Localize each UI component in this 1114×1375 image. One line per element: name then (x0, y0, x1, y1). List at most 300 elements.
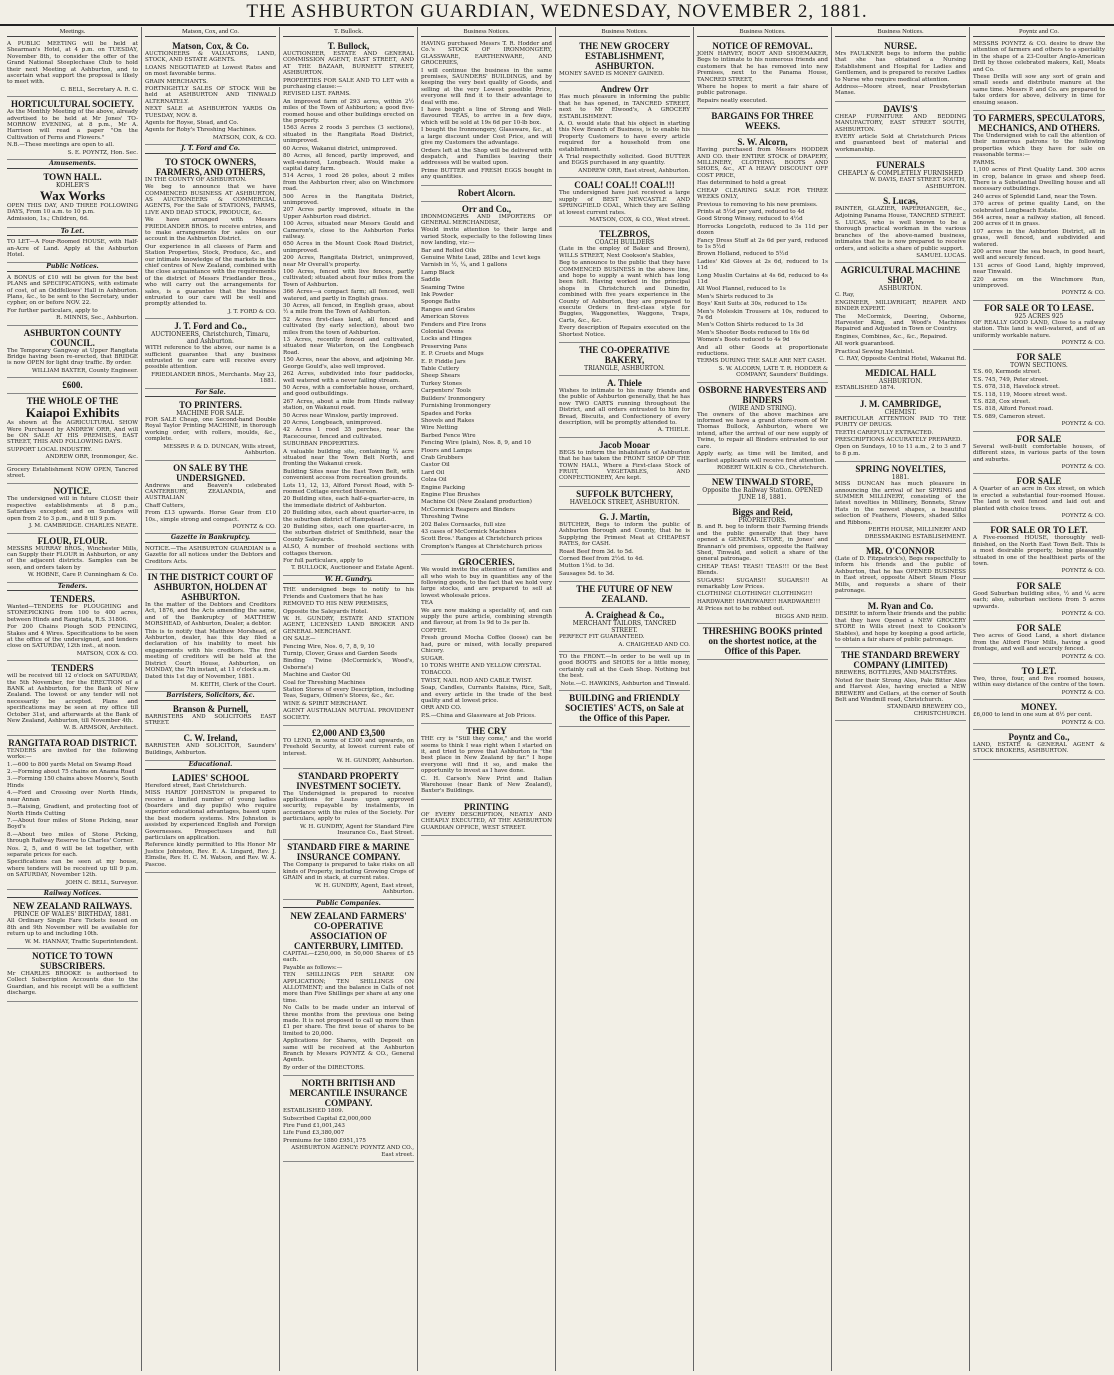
ad-paragraph: Apply early, as time will be limited, and earliest applicants will receive first attention. (697, 451, 828, 464)
ad-body (7, 348, 138, 367)
advertisement (973, 700, 1105, 730)
ad-paragraph: Preserving Pans (421, 343, 467, 350)
ad-paragraph: Locks and Hinges (421, 336, 472, 343)
ad-paragraph: Horrocks Longcloth, reduced to 3s 11d per dozen (697, 223, 828, 237)
ad-paragraph: Grocery Establishment NOW OPEN, Tancred street. (7, 466, 138, 480)
ad-paragraph: CHEAP TEAS! TEAS!! TEAS!!! Of the Best Blends. (697, 563, 828, 577)
ad-paragraph: The Undersigned wish to call the attention of their numerous patrons to the following properties which they have for sale on reasonable terms:— (973, 133, 1105, 159)
ad-body (835, 481, 966, 526)
ad-body (7, 918, 138, 937)
ad-title: A. Thiele (607, 378, 642, 388)
ad-paragraph: Machine Oil (New Zealand production) (421, 499, 532, 506)
ad-body (559, 94, 690, 166)
column (280, 27, 418, 1371)
advertisement (145, 39, 276, 145)
ad-paragraph: Soap, Candles, Currants Raisins, Rice, Salt, and every article in the trade of the best quality and at lowest price. (421, 685, 552, 704)
advertisement (973, 664, 1105, 700)
ad-signature: A. CRAIGHEAD AND CO. (618, 641, 690, 648)
ad-display-name: Wax Works (39, 187, 106, 203)
ad-signature: ASHBURTON AGENCY: POYNTZ AND CO., East street. (291, 1145, 414, 1158)
advertisement (283, 726, 414, 769)
ad-signature: POYNTZ & CO. (1061, 689, 1105, 696)
ad-title: FOR SALE OR TO LET. (990, 525, 1088, 536)
ad-title: NURSE. (884, 41, 917, 51)
ad-paragraph: BREWERS, BOTTLERS, AND MALTSTERS. (835, 670, 958, 677)
ad-paragraph: 43 cases of McCormick Machines (421, 529, 517, 535)
advertisement (697, 475, 828, 505)
ad-title: Robert Alcorn. (457, 187, 516, 198)
ad-paragraph: BARRISTER AND SOLICITOR, Saunders' Buildings, Ashburton. (145, 743, 276, 756)
section-heading: Educational. (145, 762, 276, 769)
ad-body (7, 546, 138, 572)
ad-paragraph: Mr CHARLES BROOKE is authorised to Collect Subscription Accounts due to the Guardian, and his receipt will be a sufficient discharge. (7, 971, 138, 997)
ad-paragraph: All Wool Flannel, reduced to 1s (697, 286, 786, 293)
advertisement (7, 39, 138, 97)
ad-paragraph: Carpenters' Tools (421, 388, 471, 395)
ad-title: NEW ZEALAND FARMERS' CO-OPERATIVE ASSOCIATION OF CANTERBURY, LIMITED. (290, 910, 407, 951)
ad-body (283, 1108, 414, 1144)
ad-body (835, 670, 966, 703)
ad-paragraph: CHEAP CLEARING SALE FOR THREE WEEKS ONLY, (697, 187, 828, 201)
ad-signature: POYNTZ & CO. (232, 523, 276, 530)
ad-paragraph: Payable as follows:— (283, 964, 343, 971)
advertisement (7, 661, 138, 736)
ad-body (7, 467, 138, 480)
advertisement (283, 840, 414, 899)
ad-paragraph: HARDWARE! HARDWARE!! HARDWARE!!! (697, 598, 821, 605)
ad-paragraph: 131 acres of Good Land, highly improved, near Tinwald. (973, 262, 1105, 276)
ad-title: FOR SALE (1016, 433, 1062, 444)
ad-signature: W. H. GUNDRY, Agent for Standard Fire Insurance Co., East Street. (300, 823, 414, 837)
ad-body (973, 676, 1105, 689)
ad-paragraph: IN THE COUNTY OF ASHBURTON. (145, 176, 247, 183)
ad-paragraph: Lots 11, 12, 13, Alford Forest Road, with 5-roomed Cottage erected thereon. (283, 482, 414, 495)
ad-paragraph: For further particulars, apply to (7, 307, 98, 314)
ad-signature: ANDREW ORR, East street, Ashburton. (578, 167, 690, 174)
ad-paragraph: Men's Shirts reduced to 3s (697, 293, 774, 300)
advertisement (973, 579, 1105, 622)
ad-paragraph: Applications for Shares, with Deposit on same will be received at the Ashburton Branch by Messrs POYNTZ & CO., General Agents. (283, 1038, 414, 1064)
ad-title: Poyntz and Co., (1008, 732, 1070, 743)
ad-title: THE WHOLE OF THE (26, 396, 119, 407)
advertisement (283, 769, 414, 841)
ad-paragraph: Wanted—TENDERS for PLOUGHING and STONEPICKING from 100 to 400 acres, between Hinds and Rangitata, R.S. 31806. (7, 603, 138, 623)
advertisement (559, 691, 690, 727)
ad-body (7, 239, 138, 258)
ad-paragraph: Every description of Repairs executed on the Shortest Notice. (559, 325, 690, 338)
ad-paragraph: Floors and Lamps (421, 447, 472, 454)
advertisement (145, 155, 276, 320)
ad-signature: W. B. ARMSON, Architect. (63, 725, 138, 732)
column (142, 27, 280, 1371)
ad-title: NOTICE. (53, 486, 92, 497)
ad-title: ON SALE BY THE UNDERSIGNED. (173, 462, 248, 483)
ad-signature: A. THIELE. (657, 427, 690, 434)
ad-paragraph: This is to notify that Matthew Morshead, of Ashburton, dealer, has this day filed a declaration of his inability to meet his engagements with his creditors. The first meeting of creditors will be held at the District Court House, Ashburton, on MONDAY, the 7th instant, at 11 o'clock a.m. (145, 628, 276, 674)
ad-title: FOR SALE (1016, 476, 1062, 487)
section-heading: J. T. Ford and Co. (145, 146, 276, 153)
ad-body (559, 246, 690, 338)
advertisement (559, 487, 690, 510)
section-heading: W. H. Gundry. (283, 577, 414, 584)
advertisement (421, 724, 552, 800)
ad-subtitle: MERCHANT TAILORS, TANCRED STREET. (572, 620, 677, 635)
advertisement (697, 135, 828, 382)
ad-title: STANDARD FIRE & MARINE INSURANCE COMPANY. (287, 842, 410, 863)
ad-body (145, 345, 276, 371)
advertisement (559, 510, 690, 582)
ad-body (559, 654, 690, 680)
ad-paragraph: P.S.—China and Glassware at Job Prices. (421, 712, 536, 719)
ad-title: TENDERS. (50, 593, 95, 604)
ad-paragraph: All work guaranteed. (835, 341, 895, 348)
ad-paragraph: Fenders and Fire Irons (421, 321, 487, 328)
ad-paragraph: Premiums for 1880 £951,175 (283, 1137, 366, 1144)
ad-paragraph: Saddle (421, 277, 441, 284)
advertisement (7, 326, 138, 379)
ad-title: FUNERALS (876, 160, 925, 171)
advertisement (697, 505, 828, 624)
ad-body (7, 275, 138, 314)
ad-subtitle: Opposite the Railway Station. OPENED JUNE 18, 1881. (702, 487, 823, 502)
ad-paragraph: £6,000 to lend in one sum at 6½ per cent. (973, 712, 1093, 719)
ad-paragraph: CHEAP FURNITURE AND BEDDING MANUFACTORY, EAST STREET SOUTH, ASHBURTON. (835, 113, 966, 133)
ad-paragraph: 20 Building sites, each about quarter-acre, in the suburban district of Hampstead. (283, 510, 414, 523)
ad-title: HORTICULTURAL SOCIETY. (10, 99, 135, 110)
ad-paragraph: American Stoves (421, 314, 469, 321)
ad-body (835, 556, 966, 594)
ad-subtitle: ASHBURTON. (878, 378, 923, 386)
ad-body (973, 742, 1105, 755)
ad-body (421, 567, 552, 719)
ad-paragraph: Coal for Threshing Machines (283, 679, 366, 686)
ad-paragraph: Agents for Royse, Stead, and Co. (145, 120, 239, 127)
ad-subtitle: (WIRE AND STRING). (728, 404, 797, 412)
ad-paragraph: 4.—Ford and Crossing over North Hinds, near Annan (7, 790, 138, 803)
advertisement (283, 909, 414, 1076)
ad-signature: ROBERT WILKIN & CO., Christchurch. (717, 464, 828, 471)
ad-paragraph: The Temporary Gangway at Upper Rangitata Bridge having been re-erected, that BRIDGE is now OPEN for light dray traffic. By order. (7, 347, 138, 367)
ad-title: J. T. Ford and Co., (174, 321, 247, 332)
column-heading: Business Notices. (835, 27, 966, 37)
ad-paragraph: Two acres of Good Land, a short distance from the Alford Flour Mills, having a good frontage, and well and securely fenced. (973, 633, 1105, 653)
ad-paragraph: Barbed Fence Wire (421, 432, 476, 439)
ad-paragraph: C. Ray, (835, 292, 855, 299)
column (832, 27, 970, 1371)
ad-signature: POYNTZ & CO. (1061, 512, 1105, 519)
ad-title: ASHBURTON COUNTY COUNCIL. (23, 327, 122, 348)
ad-paragraph: 514 Acres, 1 rood 26 poles, about 2 miles from the Ashburton river, also on Winchmore road. (283, 173, 414, 193)
ad-paragraph: Fencing Wire, Nos. 6, 7, 8, 9, 10 (283, 643, 375, 650)
ad-paragraph: 60 Acres, Wakanui district, unimproved. (283, 145, 398, 152)
ad-signature: POYNTZ & CO. (1061, 421, 1105, 428)
ad-paragraph: 262 Acres, subdivided into four paddocks, well watered with a never failing stream. (283, 371, 414, 384)
ad-title: MONEY. (1021, 702, 1057, 713)
ad-paragraph: LOANS NEGOTIATED at Lowest Rates and on most favorable terms. (145, 64, 276, 78)
ad-paragraph: 52 Acres first-class land, all fenced and cultivated (by early selection), about two miles from the town of Ashburton. (283, 316, 414, 336)
ad-paragraph: Turkey Stones (421, 380, 462, 387)
ad-body (145, 602, 276, 681)
ad-signature: Note.—C. HAWKINS, Ashburton and Tinwald. (560, 680, 690, 687)
ad-title: G. J. Martin, (599, 511, 650, 522)
ad-paragraph: Mrs FAULKNER begs to inform the public that she has obtained a Nursing Establishment and Hospital for Ladies and Gentlemen, and is prepared to receive Ladies to Nurse who require medical attention. (835, 51, 966, 83)
advertisement (973, 523, 1105, 578)
ad-paragraph: T.S. 828, Cox street. (973, 399, 1031, 406)
ad-paragraph: 200 Acres, Rangitata District, unimproved, near Mr Overall's property. (283, 255, 414, 268)
ad-paragraph: From £13 upwards. Horse Gear from £10 10s., simple strong and compact. (145, 510, 276, 523)
ad-paragraph: 1,100 acres of First Quality Land. 300 acres in crop, balance in grass and sheep feed. There is a Substantial Dwelling house and all necessary outbuildings. (973, 167, 1105, 193)
ad-paragraph: Wishes to intimate to his many friends and the public of Ashburton generally, that he has now TWO CARTS running throughout the District, and all orders entrusted to him for Bread, Biscuits, and Confectionery of every description, will be promptly attended to. (559, 388, 690, 427)
ad-body (145, 783, 276, 868)
ad-body (973, 633, 1105, 652)
ad-paragraph: BEGS to inform the inhabitants of Ashburton that he has taken the FRONT SHOP OF THE TOWN HALL, Where a First-class Stock of FRUIT, VEGETABLES, AND CONFECTIONERY, Are kept. (559, 449, 690, 482)
advertisement (7, 534, 138, 583)
ad-paragraph: 1.—600 to 800 yards Metal on Swamp Road (7, 761, 132, 768)
column-heading: Business Notices. (559, 27, 690, 37)
ad-signature: M. KEITH, Clerk of the Court. (190, 681, 276, 688)
ad-paragraph: I have bought a line of Strong and Well-flavoured TEAS, to arrive in a few days, which will be sold at 19s 6d per 10-lb box. (421, 107, 552, 126)
column-heading: Business Notices. (697, 27, 828, 37)
ad-signature: J. M. CAMBRIDGE. CHARLES NEATE. (29, 523, 138, 530)
ad-title: SUFFOLK BUTCHERY, (576, 488, 673, 499)
ad-paragraph: A Quarter of an acre in Cox street, on which is erected a substantial four-roomed House. The land is well fenced and laid out and planted with choice trees. (973, 486, 1105, 512)
advertisement (835, 194, 966, 263)
ad-subtitle: KOHLER'S (55, 181, 90, 189)
ad-title: MEDICAL HALL (865, 368, 936, 379)
ad-paragraph: 80 Acres, all fenced, partly improved, and well-watered, Longbeach. Would make a capital dairy farm. (283, 153, 414, 172)
advertisement (835, 158, 966, 194)
ad-paragraph: OPEN THIS DAY, AND THREE FOLLOWING DAYS, From 10 a.m. to 10 p.m. (7, 202, 138, 215)
ad-signature: ANDREW ORR, Ironmonger, &c. (45, 454, 138, 461)
advertisement (7, 899, 138, 949)
ad-paragraph: Men's Shooter Boots reduced to 16s 6d (697, 329, 810, 336)
ad-paragraph: For full particulars, apply to (283, 558, 363, 565)
ad-paragraph: CLOTHING! CLOTHING!! CLOTHING!!! (697, 591, 813, 598)
ad-paragraph: Life Fund £3,380,007 (283, 1130, 345, 1137)
ad-paragraph: Lamp Black (421, 269, 455, 276)
advertisement (145, 570, 276, 692)
ad-title: COAL! COAL!! COAL!!! (574, 180, 675, 191)
ad-paragraph: PERFECT FIT GUARANTEED. (559, 634, 645, 641)
ad-paragraph: The Company is prepared to take risks on all kinds of Property, including Growing Crops of GRAIN and in stack, at current rates. (283, 862, 414, 882)
advertisement (835, 599, 966, 648)
ad-paragraph: Long Muslin Curtains at 4s 6d, reduced to 4s 11d (697, 272, 828, 285)
ad-subtitle: COACH BUILDERS (594, 239, 655, 247)
ad-signature: S. E. POYNTZ, Hon. Sec. (67, 149, 138, 156)
ad-body (283, 862, 414, 881)
ad-paragraph: Sponge Baths (421, 299, 461, 306)
column (4, 27, 142, 1371)
ad-paragraph: MISS HARDY JOHNSTON is prepared to receive a limited number of young ladies (boarders and day pupils) who require superior educational advantages, based upon the best modern systems. Mrs Johnston is assisted by experienced English and Foreign Governesses. Prospectuses and full particulars on application. (145, 790, 276, 841)
ad-paragraph: Andrews and Beaven's celebrated CANTERBURY, ZEALANDIA, and AUSTRALIAN (145, 482, 276, 502)
ad-paragraph: Sheep Shears (421, 373, 461, 380)
ad-paragraph: We are now making a speciality of, and can supply the pure article, combining strength and flavour, at from 1s 9d to 3s per lb. (421, 607, 552, 627)
ad-paragraph: Station Stores of every Description, including Teas, Sugars, Oilmen's Stores, &c., &c. (283, 686, 414, 700)
ad-paragraph: Noted for their Strong Ales, Pale Bitter Ales and Harvest Ales, having erected a NEW BREWERY and Cellars, at the corner of South Belt and Windmill road, Christchurch. (835, 677, 966, 703)
advertisement (7, 736, 138, 890)
ad-paragraph: TOBACCO. (421, 670, 453, 677)
advertisement (559, 82, 690, 178)
ad-paragraph: Would invite attention to their large and varied Stock, especially to the following lines now landing, viz:— (421, 227, 552, 247)
ad-title: THE FUTURE OF NEW ZEALAND. (576, 584, 673, 605)
ad-paragraph: AUCTIONEER, ESTATE AND GENERAL COMMISSION AGENT, EAST STREET, AND AT THE BAZAAR, BURNETT STREET, ASHBURTON. (283, 51, 414, 77)
advertisement (7, 97, 138, 160)
ad-paragraph: (Late in the employ of Baker and Brown), WILLS STREET, Next Cookson's Stables, (559, 246, 690, 259)
ad-paragraph: TO the FRONT.—In order to be well up in good BOOTS and SHOES for a little money, certainly call at the Cash Shop. Nothing but the best. (559, 653, 690, 680)
section-heading: Public Notices. (7, 264, 138, 271)
ad-title: STANDARD PROPERTY INVESTMENT SOCIETY. (296, 770, 401, 791)
ad-paragraph: We beg to announce that we have COMMENCED BUSINESS AT ASHBURTON, AS AUCTIONEERS & COMMERCIAL AGENTS, For the Sale of STATIONS, FARMS, LIVE AND DEAD STOCK, PRODUCE, &c. (145, 184, 276, 216)
ad-paragraph: ENGINEER, MILLWRIGHT, REAPER AND BINDER EXPERT. (835, 299, 966, 313)
ad-signature: SAMUEL LUCAS. (916, 252, 966, 259)
ad-paragraph: ON SALE— (283, 636, 316, 643)
ad-paragraph: 220 acres on the Winchmore Run, unimproved. (973, 276, 1105, 289)
ad-title: FOR SALE (1016, 352, 1062, 363)
advertisement (283, 39, 414, 576)
newspaper-columns (4, 27, 1110, 1371)
ad-paragraph: I will continue the business in the same premises, SAUNDERS' BUILDINGS, and by keeping the very best quality of Goods, and selling at the very Lowest possible Price, everyone will find it to their advantage to deal with me. (421, 67, 552, 106)
ad-paragraph: ESTABLISHED 1874. (835, 385, 896, 392)
ad-paragraph: TEN SHILLINGS PER SHARE ON APPLICATION; TEN SHILLINGS ON ALLOTMENT; and the balance in Calls of not more than Five Shillings per share at any one time. (283, 972, 414, 1004)
advertisement (7, 949, 138, 1002)
advertisement (835, 102, 966, 158)
ad-paragraph: C. H. Carson's New Print and Italian Warehouse (near Bank of New Zealand), Baxter's Buildings. (421, 775, 552, 795)
ad-paragraph: TEA (421, 600, 433, 607)
ad-subtitle: 925 ACRES 925 (1014, 312, 1064, 320)
advertisement (973, 39, 1105, 111)
ad-paragraph: Dated this 1st day of November, 1881. (145, 674, 255, 681)
advertisement (7, 465, 138, 485)
ad-body (973, 444, 1105, 463)
ad-signature: POYNTZ & CO. (1061, 719, 1105, 726)
ad-paragraph: MESSRS MURRAY BROS., Winchester Mills, can Supply their FLOUR in Ashburton, or any of the adjacent districts. Samples can be seen, and orders taken by (7, 545, 138, 571)
ad-paragraph: CAPITAL—£250,000, in 50,000 Shares of £5 each. (283, 950, 414, 964)
advertisement (7, 394, 138, 464)
ad-paragraph: Engines, Combines, &c., &c., Repaired. (835, 333, 948, 340)
ad-signature: W. H. GUNDRY, Agent, East street, Ashburton. (315, 882, 414, 896)
ad-body (559, 450, 690, 482)
ad-paragraph: Address—Moore street, near Presbyterian Manse. (835, 84, 966, 97)
advertisement (835, 263, 966, 366)
advertisement (973, 350, 1105, 431)
ad-paragraph: Practical Sewing Machinist. (835, 348, 915, 355)
ad-paragraph: TO LEND, in sums of £300 and upwards, on Freehold Security, at lowest current rate of interest. (283, 738, 414, 757)
ad-paragraph: WINE & SPIRIT MERCHANT. (283, 700, 368, 707)
ad-subtitle: CHEAPLY & COMPLETELY FURNISHED (837, 170, 964, 178)
ad-body (7, 496, 138, 522)
ad-signature: MATSON, COX, & CO. (212, 134, 276, 141)
ad-paragraph: TEETH CAREFULLY EXTRACTED. (835, 429, 934, 436)
ad-title: Branson & Purnell, (172, 703, 249, 714)
column (556, 27, 694, 1371)
ad-paragraph: Having purchased from Messrs HODDER AND CO. their ENTIRE STOCK of DRAPERY, MILLINERY, CLOTHING, BOOTS AND SHOES, &c., AT A HEAVY DISCOUNT OFF COST PRICE, (697, 147, 828, 179)
ad-title: TENDERS (51, 663, 94, 674)
ad-paragraph: W. H. GUNDRY, ESTATE AND STATION AGENT, LICENSED LAND BROKER AND GENERAL MERCHANT. (283, 615, 414, 635)
ad-paragraph: Turnip, Clover, Grass and Garden Seeds (283, 650, 398, 657)
ad-paragraph: Has much pleasure in informing the public that he has opened, in TANCRED STREET, next to Mr Elwood's, A GROCERY ESTABLISHMENT. (559, 94, 690, 120)
ad-paragraph: Roast Beef from 3d. to 5d. (559, 548, 634, 555)
ad-paragraph: 10 TONS WHITE AND YELLOW CRYSTAL (421, 662, 541, 669)
ad-paragraph: Our experience in all classes of Farm and Station Properties, Stock, Produce, &c., and our intimate knowledge of the markets in the chief centres of New Zealand, combined with the close acquaintance with the requirements of the district of Messrs Friedlander Bros., who will carry out the arrangements for sales, is a guarantee that the business entrusted to our care will be well and promptly attended to. (145, 243, 276, 308)
ad-paragraph: JOHN HARVEY, BOOT AND SHOEMAKER, Begs to intimate to his numerous friends and customers that he has removed into new Premises, next to the Panama House, TANCRED STREET, (697, 51, 828, 83)
ad-paragraph: All Ordinary Single Fare Tickets issued on 8th and 9th November will be available for return up to and including 10th. (7, 918, 138, 938)
ad-signature: POYNTZ & CO. (1061, 568, 1105, 575)
ad-body (421, 214, 552, 551)
ad-title: OSBORNE HARVESTERS AND BINDERS (698, 384, 827, 405)
ad-title: S. W. Alcorn, (737, 137, 788, 148)
ad-paragraph: As the Monthly Meeting of the above, already advertised to be held at Mr Jones' TO-MORROW EVENING, at 8 p.m., Mr A. Harrison will read a paper "On the Cultivation of Ferns and Flowers." (7, 109, 138, 141)
section-heading: For Sale. (145, 390, 276, 397)
advertisement (421, 555, 552, 724)
ad-body (835, 114, 966, 153)
ad-title: Jacob Mooar (599, 439, 650, 450)
ad-paragraph: 564 acres, near a railway station, all fenced. 200 acres of it in grass. (973, 214, 1105, 228)
advertisement (559, 178, 690, 227)
section-heading: Barristers, Solicitors, &c. (145, 693, 276, 700)
ad-paragraph: 50 Acres, with a comfortable house, orchard, and good outbuildings. (283, 384, 414, 398)
ad-paragraph: The undersigned have just received a large supply of BEST NEWCASTLE AND SPRINGFIELD COAL, Which they are Selling at lowest current rates. (559, 190, 690, 216)
ad-paragraph: Chaff Cutters, (145, 502, 185, 509)
ad-paragraph: Seaming Twine (421, 284, 465, 291)
advertisement (973, 432, 1105, 475)
advertisement (283, 1076, 414, 1162)
ad-paragraph: Colonial Ovens (421, 329, 464, 336)
ad-subtitle: ASHBURTON. (878, 285, 923, 293)
ad-body (559, 190, 690, 216)
ad-display-name: Kaiapoi Exhibits (25, 405, 120, 421)
ad-title: THE CO-OPERATIVE BAKERY, (579, 345, 670, 365)
ad-subtitle: MACHINE FOR SALE. (176, 410, 245, 418)
advertisement (145, 398, 276, 460)
advertisement (7, 378, 138, 394)
ad-paragraph: FARMS. (973, 159, 996, 166)
ad-paragraph: These Drills will sow any sort of grain and small seeds and distribute manure at the same time. Messrs P. and Co. are prepared to take orders for above, delivery in time for ensuing season. (973, 74, 1105, 106)
section-heading: Gazette in Bankruptcy. (145, 535, 276, 542)
section-heading: To Let. (7, 229, 138, 236)
ad-paragraph: A BONUS of £10 will be given for the best PLANS and SPECIFICATIONS, with estimate of cost, of an Oddfellows' Hall in Ashburton. Plans, &c., to be sent to the Secretary, under cypher, on or before NOV. 22. (7, 274, 138, 307)
advertisement (559, 582, 690, 608)
ad-paragraph: Open on Sundays, 10 to 11 a.m., 2 to 3 and 7 to 8 p.m. (835, 444, 966, 457)
ad-paragraph: T.S. 678, 318, Havelock street. (973, 384, 1060, 391)
ad-paragraph: 50 Acres near Winslow, partly improved. (283, 412, 399, 419)
advertisement (559, 227, 690, 343)
ad-paragraph: OF REALLY GOOD LAND, Close to a railway station. This land is well-watered, and of an uniformly workable nature. (973, 319, 1105, 339)
ad-paragraph: 2.—Forming about 75 chains on Anama Road (7, 769, 136, 776)
advertisement (559, 343, 690, 376)
advertisement (835, 544, 966, 599)
ad-paragraph: T.S. 118, 119, Moore street west. (973, 391, 1068, 398)
ad-paragraph: Engine Flue Brushes (421, 491, 481, 498)
ad-paragraph: ORR AND CO. (421, 705, 462, 712)
ad-body (145, 483, 276, 523)
column (418, 27, 556, 1371)
ad-paragraph: Hereford street, East Christchurch. (145, 782, 247, 789)
ad-paragraph: GRAIN MERCHANTS. (145, 78, 208, 85)
ad-paragraph: We have arranged with Messrs FRIEDLANDER BROS. to receive entries, and to make arrangements for sales on our account in the Ashburton District. (145, 217, 276, 243)
ad-paragraph: AGENT AUSTRALIAN MUTUAL PROVIDENT SOCIETY. (283, 708, 414, 721)
ad-body (973, 591, 1105, 610)
ad-title: NOTICE OF REMOVAL. (712, 41, 813, 51)
ad-title: FOR SALE (1016, 580, 1062, 591)
ad-paragraph: Orders left at the Shop will be delivered with despatch, and Families leaving their addresses will be waited upon. (421, 147, 552, 167)
ad-paragraph: HAVING purchased Messrs T. R. Hodder and Co.'s STOCK OF IRONMONGERY, GLASSWARE, EARTHENWARE, AND GROCERIES, (421, 41, 552, 67)
ad-paragraph: We would invite the attention of families and all who wish to buy in quantities any of the following goods, to the fact that we hold very large stocks, and are prepared to sell at lowest wholesale prices. (421, 567, 552, 599)
section-heading: Railway Notices. (7, 891, 138, 898)
ad-paragraph: will be received till 12 o'clock on SATURDAY, the 5th November, for the ERECTION of a BANK at Ashburton, for the Bank of New Zealand. The lowest or any tender will not necessarily be accepted. Plans and specifications may be seen at my office till October 31st, and afterwards at the Bank of New Zealand, Ashburton, till November 4th. (7, 673, 138, 725)
ad-paragraph: As shown at the AGRICULTURAL SHOW Were Purchased by ANDREW ORR, And will be ON SALE AT HIS PREMISES, EAST STREET, THIS AND FOLLOWING DAYS. (7, 420, 138, 446)
ad-body (835, 51, 966, 97)
ad-paragraph: Threshing Twine (421, 514, 469, 521)
